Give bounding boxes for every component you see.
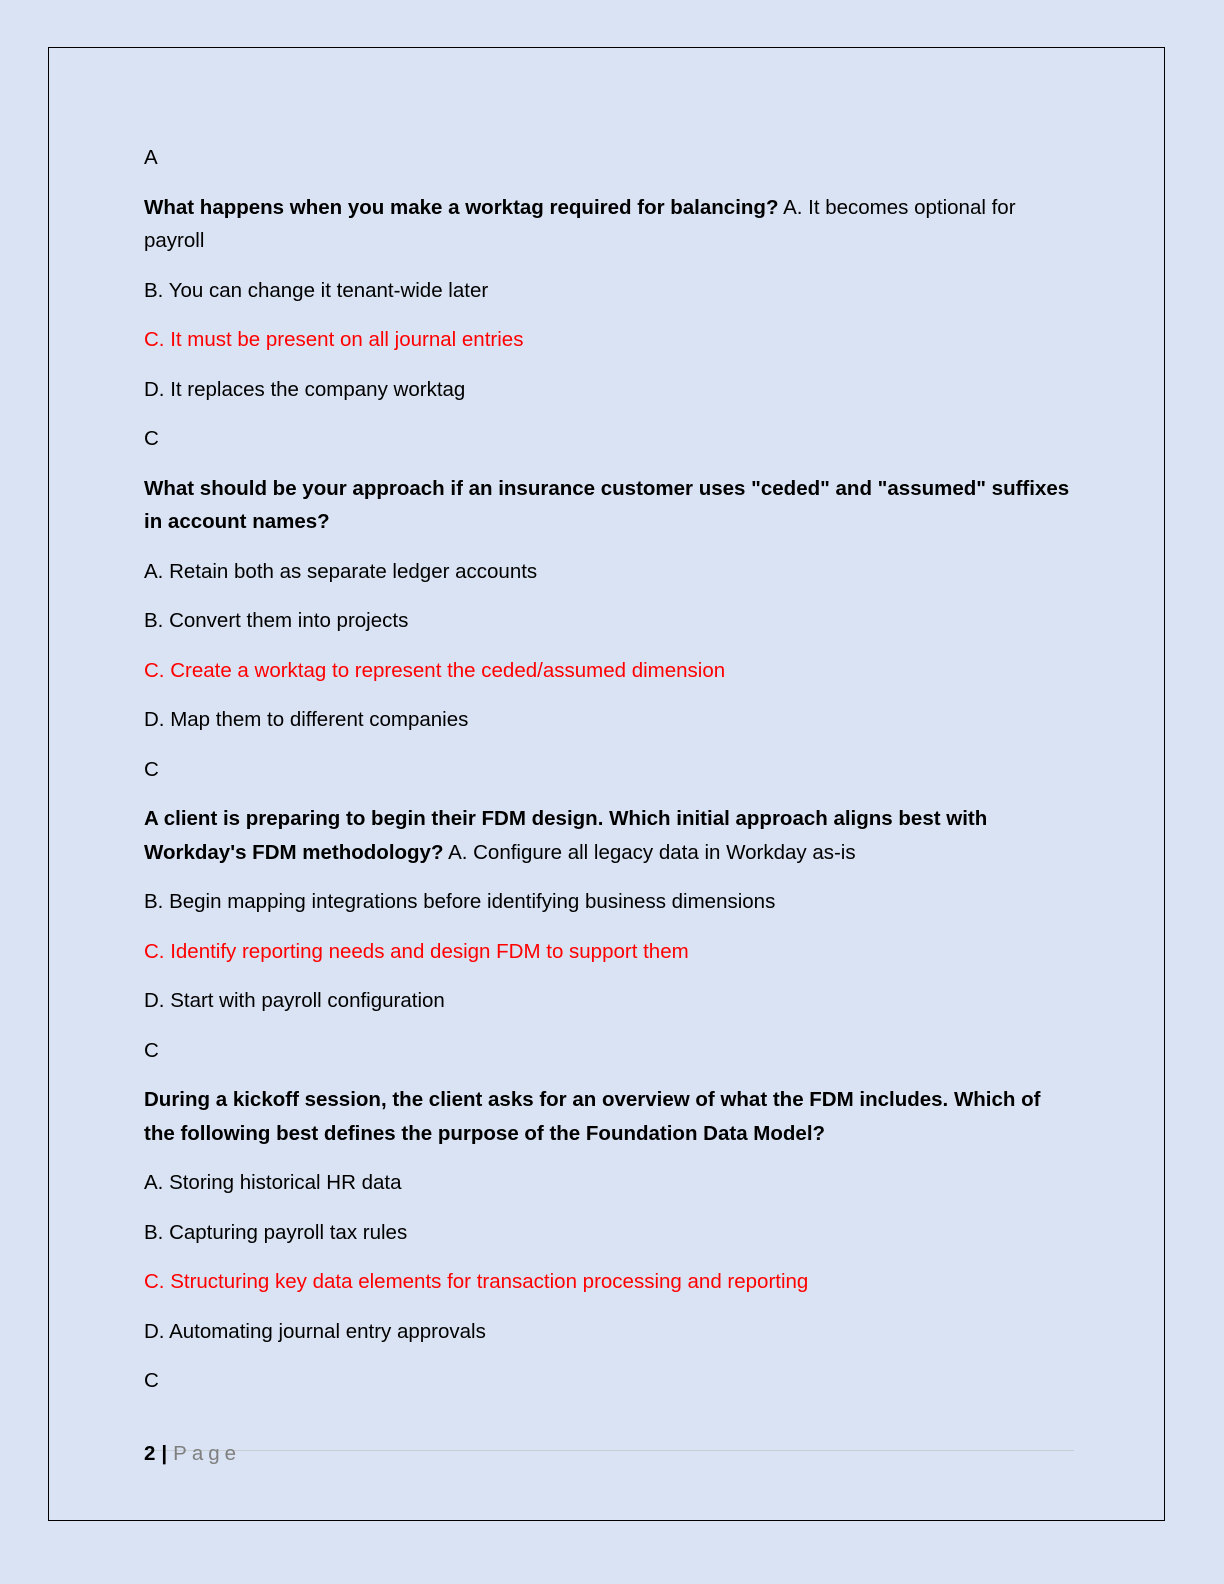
option-d: D. Map them to different companies <box>144 708 469 731</box>
answer-line: C <box>144 427 159 450</box>
option-c-correct: C. Create a worktag to represent the ceded/assumed dimension <box>144 658 726 682</box>
page-number: 2 <box>144 1442 156 1465</box>
question-3 <box>144 802 1074 869</box>
answer-line: A <box>144 146 158 169</box>
option-a: A. Storing historical HR data <box>144 1171 402 1194</box>
option-b: B. Capturing payroll tax rules <box>144 1220 408 1244</box>
question-1 <box>144 191 1074 258</box>
option-b: B. Convert them into projects <box>144 609 409 632</box>
option-a: A. Retain both as separate ledger accounts <box>144 559 538 583</box>
option-c-correct: C. It must be present on all journal entries <box>144 328 524 351</box>
option-b: B. Begin mapping integrations before identifying business dimensions <box>144 890 776 913</box>
option-a: A. Configure all legacy data in Workday as-is <box>448 840 856 864</box>
option-b: B. You can change it tenant-wide later <box>144 278 489 302</box>
option-d: D. It replaces the company worktag <box>144 377 466 401</box>
question-text: What happens when you make a worktag required for balancing? <box>144 195 779 219</box>
footer-divider <box>144 1450 1074 1451</box>
option-a: A. It becomes optional for payroll <box>144 195 1016 252</box>
question-2: What should be your approach if an insurance customer uses "ceded" and "assumed" suffixes in account names? <box>144 476 1070 533</box>
answer-line: C <box>144 1369 159 1392</box>
page-label: Page <box>173 1442 242 1465</box>
footer-separator: | <box>161 1442 168 1465</box>
answer-line: C <box>144 757 159 781</box>
question-4: During a kickoff session, the client asks for an overview of what the FDM includes. Which of the following best defines the purpose of the Foundation Data Model? <box>144 1088 1041 1145</box>
document-body <box>144 141 1074 1414</box>
option-d: D. Automating journal entry approvals <box>144 1319 486 1343</box>
question-text: A client is preparing to begin their FDM design. Which initial approach aligns best with Workday's FDM methodology? <box>144 807 988 864</box>
option-c-correct: C. Identify reporting needs and design FDM to support them <box>144 939 689 963</box>
page-footer <box>144 1441 241 1467</box>
option-d: D. Start with payroll configuration <box>144 989 445 1012</box>
option-c-correct: C. Structuring key data elements for transaction processing and reporting <box>144 1270 809 1293</box>
answer-line: C <box>144 1038 159 1062</box>
